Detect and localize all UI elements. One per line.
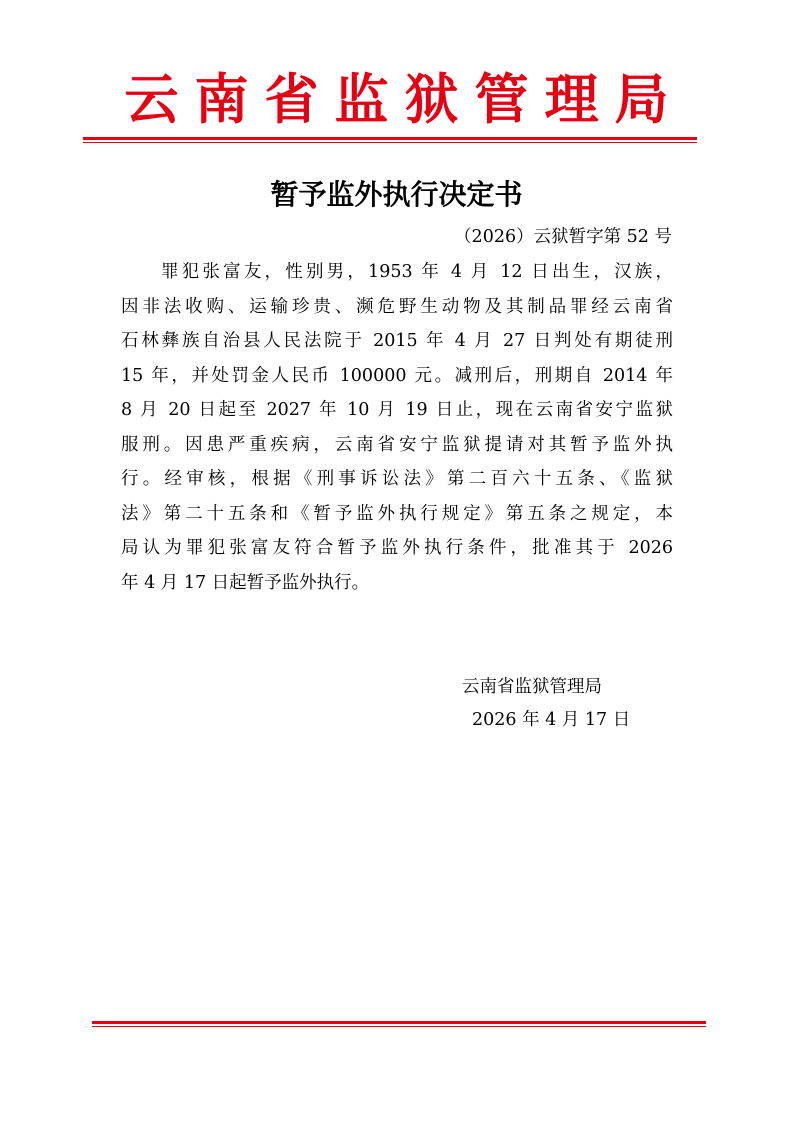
document-body [121,255,673,600]
body-line: 局认为罪犯张富友符合暂予监外执行条件，批准其于 2026 [121,538,673,558]
header-divider-thin [83,142,697,143]
signature-organization: 云南省监狱管理局 [462,677,602,697]
body-line: 法》第二十五条和《暂予监外执行规定》第五条之规定，本 [121,503,673,524]
signature-date: 2026 年 4 月 17 日 [472,710,631,730]
body-line: 服刑。因患严重疾病，云南省安宁监狱提请对其暂予监外执 [121,434,673,455]
body-line: 因非法收购、运输珍贵、濒危野生动物及其制品罪经云南省 [121,296,673,317]
organization-header: 云南省监狱管理局 [124,68,685,131]
body-line: 年 4 月 17 日起暂予监外执行。 [121,572,370,593]
document-title: 暂予监外执行决定书 [270,178,523,211]
header-divider-thick [83,137,697,140]
body-line: 罪犯张富友，性别男，1953 年 4 月 12 日出生，汉族， [161,262,673,282]
footer-divider-thick [92,1021,706,1024]
body-line: 15 年，并处罚金人民币 100000 元。减刑后，刑期自 2014 年 [121,365,673,386]
document-number: （2026）云狱暂字第 52 号 [454,227,672,247]
body-line: 石林彝族自治县人民法院于 2015 年 4 月 27 日判处有期徒刑 [121,331,673,351]
body-line: 8 月 20 日起至 2027 年 10 月 19 日止，现在云南省安宁监狱 [121,400,673,420]
body-line: 行。经审核，根据《刑事诉讼法》第二百六十五条、《监狱 [121,469,673,489]
footer-divider-thin [92,1026,706,1027]
